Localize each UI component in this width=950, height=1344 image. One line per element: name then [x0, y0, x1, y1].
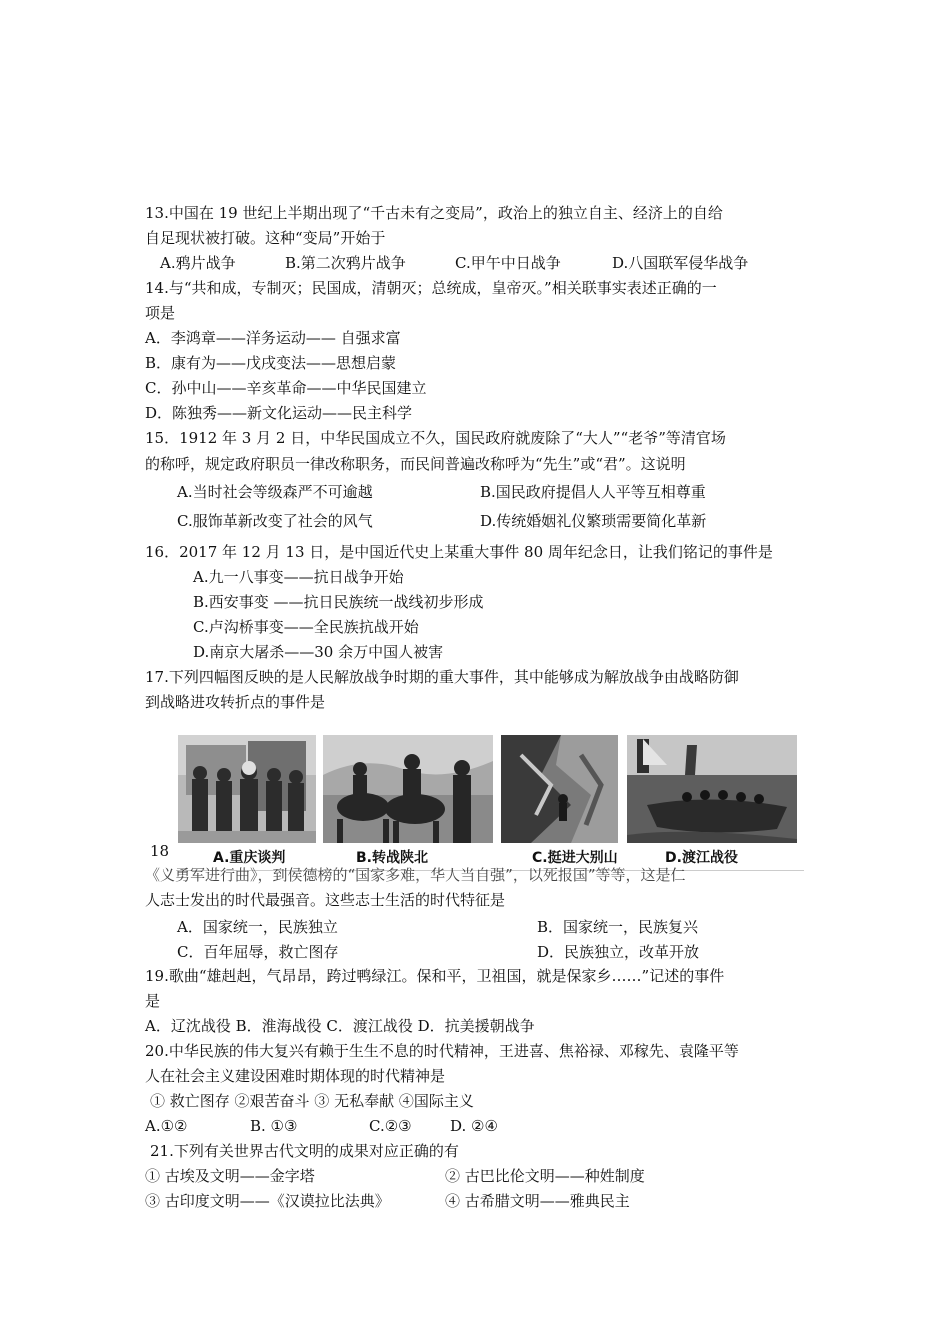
q15-option-b: B.国民政府提倡人人平等互相尊重	[480, 483, 706, 501]
q14-option-a: A．李鸿章——洋务运动—— 自强求富	[145, 329, 401, 347]
caption-c: C.挺进大别山	[532, 850, 618, 866]
q19-options: A．辽沈战役 B．淮海战役 C．渡江战役 D．抗美援朝战争	[145, 1017, 535, 1035]
q19-stem-line1: 19.歌曲“雄赳赳，气昂昂，跨过鸭绿江。保和平，卫祖国，就是保家乡……”记述的事件	[145, 967, 725, 985]
q13-stem-line2: 自足现状被打破。这种“变局”开始于	[145, 229, 386, 247]
photo-northern-shaanxi	[323, 735, 493, 843]
q17-photo-strip	[176, 735, 804, 873]
q13-option-a: A.鸦片战争	[160, 254, 236, 272]
q18-option-a: A．国家统一，民族独立	[177, 918, 338, 936]
q18-number: 18	[150, 842, 170, 860]
q14-option-c: C．孙中山——辛亥革命——中华民国建立	[145, 379, 427, 397]
q16-option-d: D.南京大屠杀——30 余万中国人被害	[193, 643, 444, 661]
q16-option-a: A.九一八事变——抗日战争开始	[193, 568, 404, 586]
q18-option-d: D．民族独立，改革开放	[537, 943, 700, 961]
photo-river-crossing	[627, 735, 797, 843]
q21-item-3: ③ 古印度文明——《汉谟拉比法典》	[145, 1192, 390, 1210]
caption-a: A.重庆谈判	[213, 850, 286, 866]
q13-option-b: B.第二次鸦片战争	[285, 254, 406, 272]
q15-stem-line2: 的称呼，规定政府职员一律改称职务，而民间普遍改称呼为“先生”或“君”。这说明	[145, 455, 686, 473]
q20-option-b: B. ①③	[250, 1117, 298, 1135]
photo-chongqing-talks	[178, 735, 316, 843]
q17-stem-line2: 到战略进攻转折点的事件是	[145, 693, 326, 711]
q13-stem-line1: 13.中国在 19 世纪上半期出现了“千古未有之变局”，政治上的独立自主、经济上的自给	[145, 204, 723, 222]
q18-option-b: B．国家统一，民族复兴	[537, 918, 699, 936]
q18-option-c: C．百年屈辱，救亡图存	[177, 943, 339, 961]
q14-stem-line2: 项是	[145, 304, 176, 322]
q21-item-1: ① 古埃及文明——金字塔	[145, 1167, 315, 1185]
q20-option-c: C.②③	[369, 1117, 412, 1135]
q20-option-a: A.①②	[145, 1117, 188, 1135]
q15-stem-line1: 15．1912 年 3 月 2 日，中华民国成立不久，国民政府就废除了“大人”“老爷”等清官场	[145, 429, 726, 447]
q21-item-2: ② 古巴比伦文明——种姓制度	[445, 1167, 645, 1185]
q20-stem-line1: 20.中华民族的伟大复兴有赖于生生不息的时代精神，王进喜、焦裕禄、邓稼先、袁隆平等	[145, 1042, 739, 1060]
q19-stem-line2: 是	[145, 992, 161, 1010]
q18-stem-line1: 《义勇军进行曲》，到侯德榜的“国家多难，华人当自强”，以死报国”等等，这是仁	[145, 866, 686, 884]
q14-option-b: B．康有为——戊戌变法——思想启蒙	[145, 354, 397, 372]
q20-items: ① 救亡图存 ②艰苦奋斗 ③ 无私奉献 ④国际主义	[150, 1092, 474, 1110]
q18-stem-line2: 人志士发出的时代最强音。这些志士生活的时代特征是	[145, 891, 506, 909]
q20-option-d: D. ②④	[450, 1117, 498, 1135]
q15-option-d: D.传统婚姻礼仪繁琐需要简化革新	[480, 512, 707, 530]
q13-option-d: D.八国联军侵华战争	[612, 254, 749, 272]
q13-option-c: C.甲午中日战争	[455, 254, 561, 272]
caption-b: B.转战陕北	[356, 850, 428, 866]
q15-option-c: C.服饰革新改变了社会的风气	[177, 512, 373, 530]
q16-option-b: B.西安事变 ——抗日民族统一战线初步形成	[193, 593, 484, 611]
q16-stem-line1: 16．2017 年 12 月 13 日，是中国近代史上某重大事件 80 周年纪念日，让我们铭记的事件是	[145, 543, 773, 561]
q20-stem-line2: 人在社会主义建设困难时期体现的时代精神是	[145, 1067, 446, 1085]
q14-stem-line1: 14.与“共和成，专制灭；民国成，清朝灭；总统成，皇帝灭。”相关联事实表述正确的一	[145, 279, 717, 297]
caption-d: D.渡江战役	[665, 850, 738, 866]
q21-stem: 21.下列有关世界古代文明的成果对应正确的有	[150, 1142, 459, 1160]
q15-option-a: A.当时社会等级森严不可逾越	[177, 483, 373, 501]
photo-dabie-mountains	[501, 735, 618, 843]
q16-option-c: C.卢沟桥事变——全民族抗战开始	[193, 618, 419, 636]
q14-option-d: D．陈独秀——新文化运动——民主科学	[145, 404, 413, 422]
q21-item-4: ④ 古希腊文明——雅典民主	[445, 1192, 630, 1210]
q17-stem-line1: 17.下列四幅图反映的是人民解放战争时期的重大事件，其中能够成为解放战争由战略防御	[145, 668, 739, 686]
